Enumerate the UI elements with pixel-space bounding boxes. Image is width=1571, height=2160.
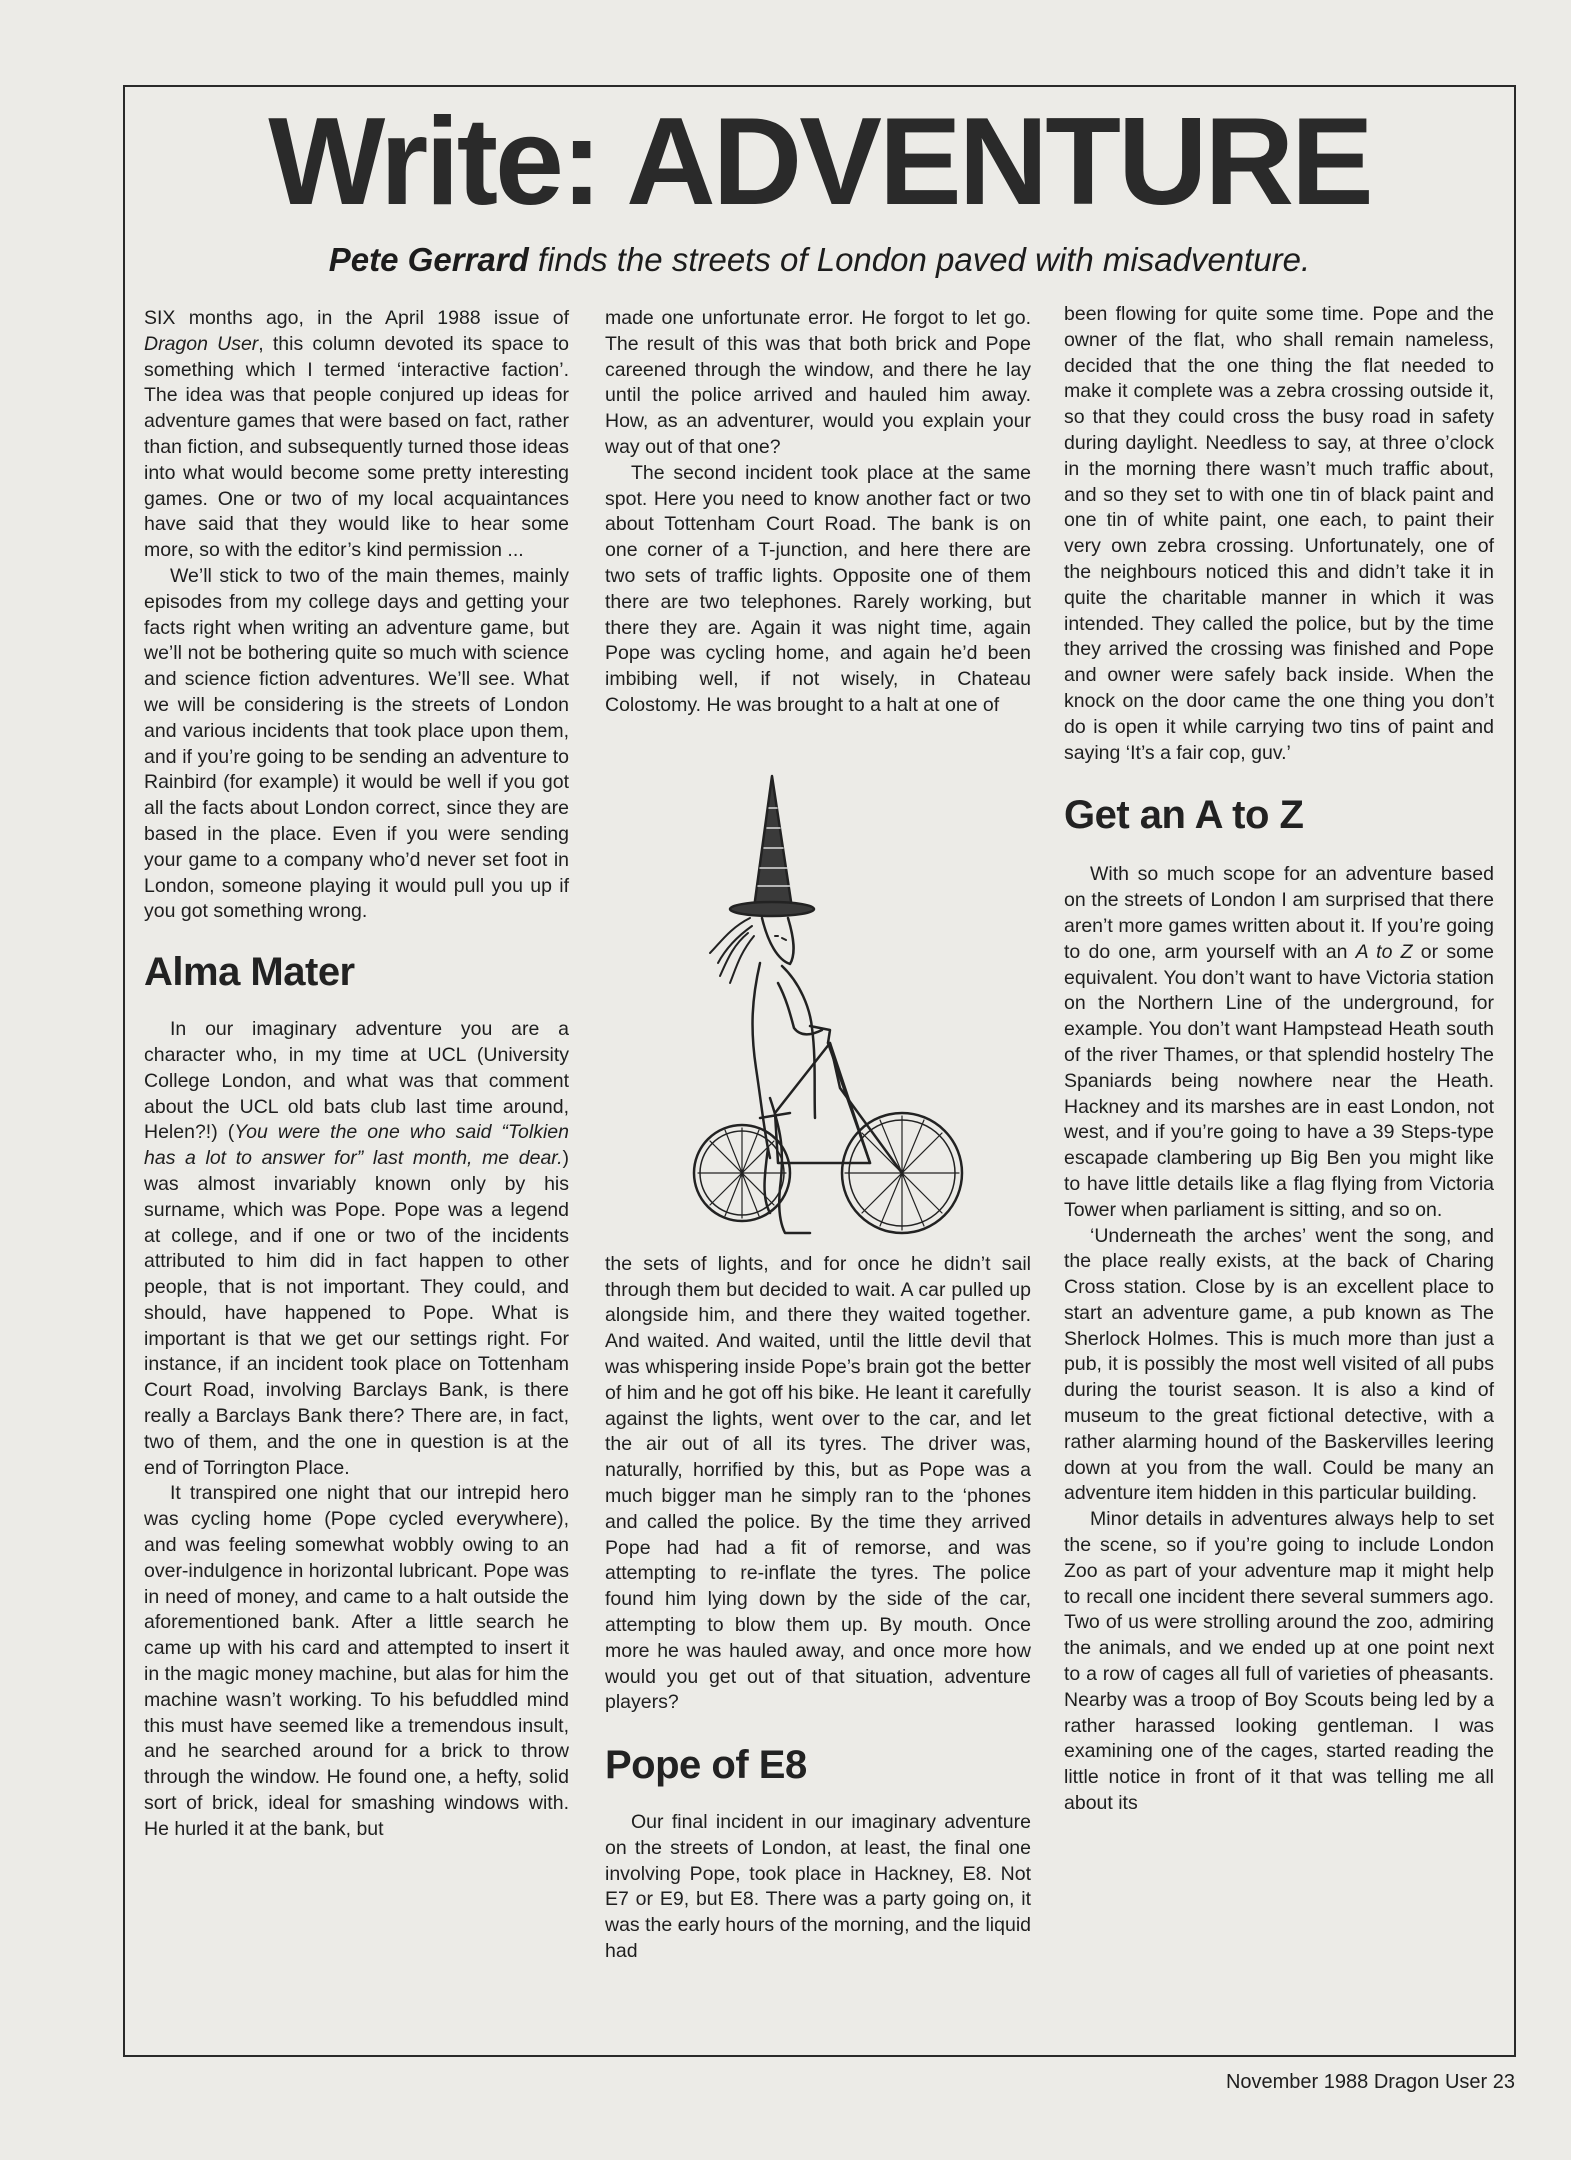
paragraph: SIX months ago, in the April 1988 issue of Dragon User, this column devoted its space to something which I termed ‘interactive faction’. The idea was that people conjured up ideas for adventure games that were based on fact, rather than fiction, and subsequently turned those ideas into what would become some pretty interesting games. One or two of my local acquaintances have said that they would like to hear some more, so with the editor’s kind permission ... [144, 307, 569, 562]
legs [765, 1098, 811, 1233]
paragraph: We’ll stick to two of the main themes, mainly episodes from my college days and getting your facts right when writing an adventure game, but we’ll not be bothering quite so much with science and science fiction adventures. We’ll see. What we will be considering is the streets of London and various incidents that took place upon them, and if you’re going to be sending an adventure to Rainbird (for example) it would be well if you got all the facts about London correct, since they are based in the place. Even if you were sending your game to a company who’d never set foot in London, someone playing it would pull you up if you got something wrong. [144, 564, 569, 923]
face [762, 918, 794, 964]
magazine-title: Dragon User [144, 332, 259, 355]
hair [710, 918, 754, 983]
paragraph: the sets of lights, and for once he didn’t sail through them but decided to wait. A car pulled up alongside him, and there they waited together. And waited. And waited, until the little devil that was whispering inside Pope’s brain got the better of him and he got off his bike. He leant it carefully against the lights, went over to the car, and let the air out of all its tyres. The driver was, naturally, horrified by this, but as Pope was a much bigger man he simply ran to the ‘phones and called the police. By the time they arrived Pope had had a fit of remorse, and was attempting to re-inflate the tyres. The police found him lying down by the side of the car, attempting to blow them up. By mouth. Once more he was hauled away, and once more how would you get out of that situation, adventure players? [605, 1252, 1031, 1714]
paragraph: been flowing for quite some time. Pope and the owner of the flat, who shall remain nameless, decided that the one thing the flat needed to make it complete was a zebra crossing outside it, so that they could cross the busy road in safety during daylight. Needless to say, at three o’clock in the morning there wasn’t much traffic about, and so they set to with one tin of black paint and one tin of white paint, one each, to paint their very own zebra crossing. Unfortunately, one of the neighbours noticed this and didn’t take it in quite the charitable manner in which it was intended. They called the police, but by the time they arrived the crossing was finished and Pope and owner were safely back inside. When the knock on the door came the one thing you don’t do is open it while carrying two tins of paint and saying ‘It’s a fair cop, guv.’ [1064, 303, 1494, 764]
column-1 [144, 306, 569, 1843]
section-heading-pope-of-e8: Pope of E8 [605, 1743, 807, 1788]
paragraph: With so much scope for an adventure based on the streets of London I am surprised that there aren’t more games written about it. If you’re going to do one, arm yourself with an A to Z or some equivalent. You don’t want to have Victoria station on the Northern Line of the underground, for example. You don’t want Hampstead Heath south of the river Thames, or that splendid hostelry The Spaniards being nowhere near the Heath. Hackney and its marshes are in east London, not west, and if you’re going to have a 39 Steps-type escapade clambering up Big Ben you might like to have little details like a flag flying from Victoria Tower when parliament is sitting, and so on. [1064, 863, 1495, 1221]
editor-note: You were the one who said “Tolkien has a lot to answer for” last month, me dear. [144, 1121, 569, 1170]
headline: Write: ADVENTURE [268, 93, 1371, 231]
cyclist-illustration [690, 768, 980, 1283]
book-title: A to Z [1355, 940, 1413, 963]
paragraph: made one unfortunate error. He forgot to let go. The result of this was that both brick and Pope careened through the window, and there he lay until the police arrived and hauled him away. How, as an adventurer, would you explain your way out of that one? [605, 307, 1031, 458]
paragraph: ‘Underneath the arches’ went the song, and the place really exists, at the back of Charing Cross station. Close by is an excellent place to start an adventure game, a pub known as The Sherlock Holmes. This is much more than just a pub, it is possibly the most well visited of all pubs during the tourist season. It is also a kind of museum to the great fictional detective, with a rather alarming hound of the Baskervilles leering down at you from the wall. Could be many an adventure item hidden in this particular building. [1064, 1224, 1494, 1505]
standfirst-text: finds the streets of London paved with misadventure. [528, 241, 1311, 278]
page-folio: November 1988 Dragon User 23 [1225, 2071, 1515, 2093]
standfirst [123, 238, 1516, 282]
paragraph: The second incident took place at the same spot. Here you need to know another fact or two about Tottenham Court Road. The bank is on one corner of a T-junction, and here there are two sets of traffic lights. Opposite one of them there are two telephones. Rarely working, but there they are. Again it was night time, again Pope was cycling home, and again he’d been imbibing well, if not wisely, in Chateau Colostomy. He was brought to a halt at one of [605, 461, 1031, 716]
paragraph: Minor details in adventures always help to set the scene, so if you’re going to include London Zoo as part of your adventure map it might help to recall one incident there several summers ago. Two of us were strolling around the zoo, admiring the animals, and we ended up at one point next to a row of cages all full of varieties of pheasants. Nearby was a troop of Boy Scouts being led by a rather harassed looking gentleman. I was examining one of the cages, started reading the little notice in front of it that was telling me all about its [1064, 1508, 1494, 1815]
author-name: Pete Gerrard [328, 241, 529, 278]
section-heading-a-to-z: Get an A to Z [1064, 793, 1304, 838]
section-heading-alma-mater: Alma Mater [144, 950, 355, 995]
paragraph: In our imaginary adventure you are a character who, in my time at UCL (University College London, and what was that comment about the UCL old bats club last time around, Helen?!) (You were the one who said “Tolkien has a lot to answer for” last month, me dear.) was almost invariably known only by his surname, which was Pope. Pope was a legend at college, and if one or two of the incidents attributed to him did in fact happen to other people, that is not important. They could, and should, have happened to Pope. What is important is that we get our settings right. For instance, if an incident took place on Tottenham Court Road, involving Barclays Bank, is there really a Barclays Bank there? There are, in fact, two of them, and the one in question is at the end of Torrington Place. [144, 1018, 569, 1479]
column-3 [1064, 302, 1494, 1817]
pointed-hat [754, 776, 792, 908]
paragraph: Our final incident in our imaginary adventure on the streets of London, at least, the final one involving Pope, took place in Hackney, E8. Not E7 or E9, but E8. There was a party going on, it was the early hours of the morning, and the liquid had [605, 1811, 1032, 1963]
paragraph: It transpired one night that our intrepid hero was cycling home (Pope cycled everywhere), and was feeling somewhat wobbly owing to an over-indulgence in horizontal lubricant. Pope was in need of money, and came to a halt outside the aforementioned bank. After a little search he came up with his card and attempted to insert it in the magic money machine, but alas for him the machine wasn’t working. To his befuddled mind this must have seemed like a tremendous insult, and he searched around for a brick to throw through the window. He found one, a hefty, solid sort of brick, ideal for smashing windows with. He hurled it at the bank, but [144, 1482, 569, 1840]
